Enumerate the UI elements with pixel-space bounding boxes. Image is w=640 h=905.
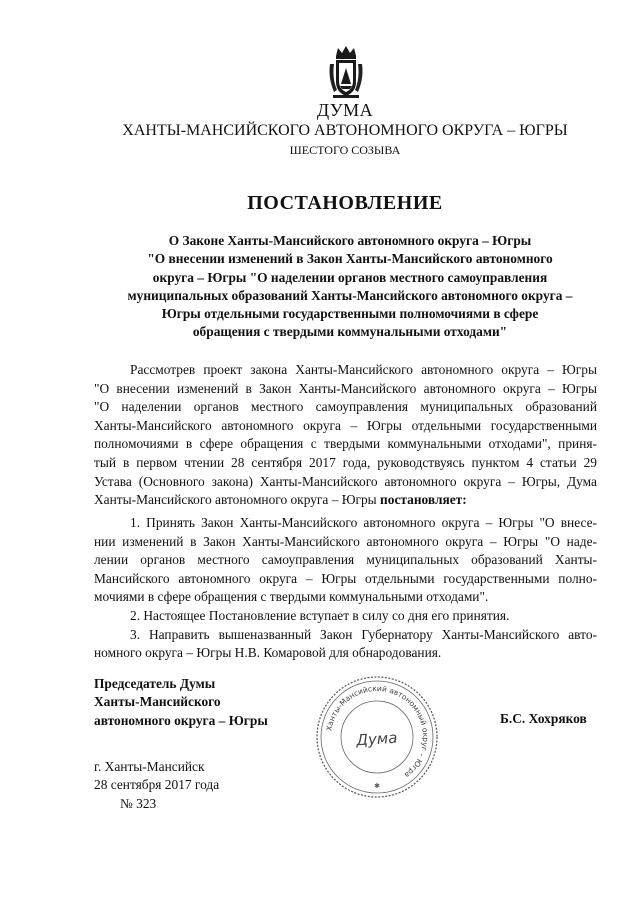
signer-name: Б.С. Хохряков (500, 711, 587, 726)
signer-position-line: Ханты-Мансийского (94, 694, 221, 710)
duma-title: ДУМА (316, 100, 374, 120)
document-subject (90, 232, 610, 342)
convocation-title: ШЕСТОГО СОЗЫВА (289, 143, 401, 157)
subject-line: муниципальных образований Ханты-Мансийского автономного округа – (127, 287, 573, 303)
item-1-line: Мансийского автономного округа – Югры отдельными государственными полно- (94, 570, 597, 586)
official-seal (312, 672, 442, 802)
seal-ring-text: Ханты-Мансийский автономный округ – Югра (324, 683, 431, 780)
resolution-items (94, 514, 597, 663)
seal-star-icon: ✱ (374, 782, 380, 790)
preamble-line-text: Ханты-Мансийского автономного округа – Югры (94, 492, 377, 508)
preamble-line (94, 491, 597, 510)
preamble-line: "О наделении органов местного самоуправления муниципальных образований (94, 399, 597, 415)
document-number: № 323 (120, 795, 157, 811)
resolves-word: постановляет: (380, 492, 467, 508)
signer-position-line: Председатель Думы (94, 676, 216, 691)
item-2: 2. Настоящее Постановление вступает в силу со дня его принятия. (130, 607, 510, 623)
item-1-line: нии изменений в Закон Ханты-Мансийского автономного округа – Югры "О наде- (94, 533, 597, 549)
subject-line: Югры отдельными государственными полномочиями в сфере (161, 306, 539, 322)
coat-of-arms-icon (326, 44, 366, 100)
signer-position (94, 675, 268, 730)
preamble-paragraph (94, 361, 597, 510)
preamble-line: "О внесении изменений в Закон Ханты-Мансийского автономного округа – Югры (94, 380, 597, 396)
subject-line: обращения с твердыми коммунальными отходами" (192, 324, 508, 340)
seal-center-text: Дума (355, 728, 398, 750)
okrug-title: ХАНТЫ-МАНСИЙСКОГО АВТОНОМНОГО ОКРУГА – ЮГРЫ (122, 122, 568, 139)
subject-line: округа – Югры "О наделении органов местного самоуправления (152, 269, 548, 285)
item-1-line: 1. Принять Закон Ханты-Мансийского автономного округа – Югры "О внесе- (130, 515, 597, 530)
date: 28 сентября 2017 года (94, 777, 220, 793)
preamble-line: полномочиями в сфере обращения с твердыми коммунальными отходами", приня- (94, 436, 597, 452)
item-3-line: номного округа – Югры Н.В. Комаровой для обнародования. (94, 645, 442, 661)
signer-position-line: автономного округа – Югры (94, 712, 268, 728)
subject-line: "О внесении изменений в Закон Ханты-Мансийского автономного (147, 251, 553, 267)
place-date-number (94, 758, 219, 813)
preamble-line: Ханты-Мансийского автономного округа – Югры отдельными государственными (94, 417, 597, 433)
preamble-line: Рассмотрев проект закона Ханты-Мансийского автономного округа – Югры (130, 362, 597, 377)
document-type: ПОСТАНОВЛЕНИЕ (247, 192, 443, 214)
subject-line: О Законе Ханты-Мансийского автономного округа – Югры (168, 233, 532, 248)
preamble-line: Устава (Основного закона) Ханты-Мансийского автономного округа – Югры, Дума (94, 473, 597, 489)
preamble-line: тый в первом чтении 28 сентября 2017 года, руководствуясь пунктом 4 статьи 29 (94, 454, 597, 470)
item-3-line: 3. Направить вышеназванный Закон Губернатору Ханты-Мансийского авто- (130, 626, 597, 642)
item-1-line: лении органов местного самоуправления муниципальных образований Ханты- (94, 552, 597, 568)
item-1-line: мочиями в сфере обращения с твердыми коммунальными отходами". (94, 589, 489, 605)
place: г. Ханты-Мансийск (94, 759, 205, 774)
